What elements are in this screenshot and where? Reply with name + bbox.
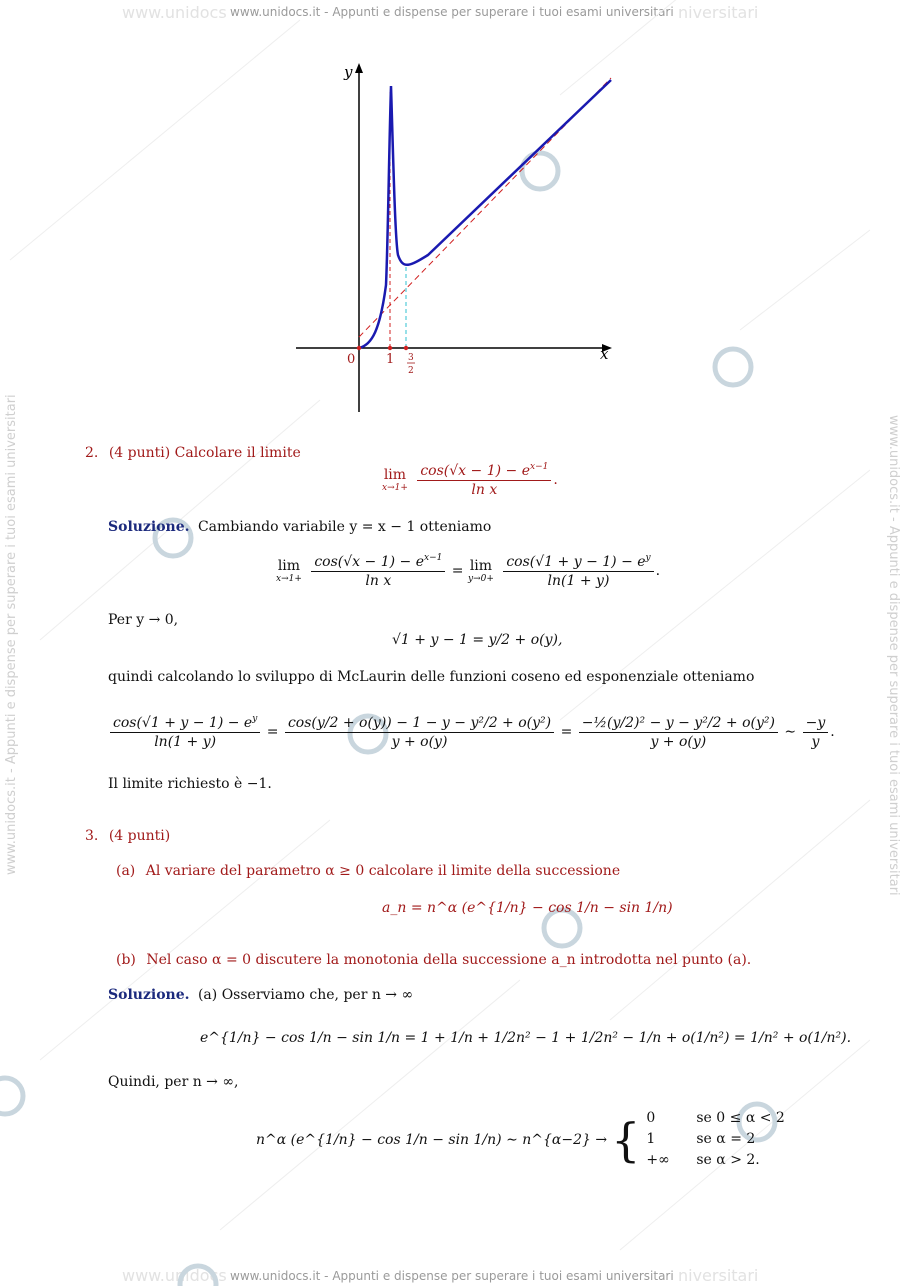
case-row [646, 1150, 784, 1171]
ex3-quindi-text: Quindi, per n → ∞, [108, 1074, 239, 1090]
eq3-den2: y + o(y) [391, 733, 448, 750]
unidocs-logo-icon [180, 1266, 216, 1286]
eq3-den4: y [811, 733, 820, 750]
watermark-ghost-right: niversitari [678, 3, 759, 22]
ex3-an-definition: a_n = n^α (e^{1/n} − cos 1/n − sin 1/n) [382, 900, 673, 916]
ex3-part-b [116, 952, 751, 968]
ex2-per-text: Per y → 0, [108, 612, 179, 628]
eq1-den-right: ln(1 + y) [547, 573, 610, 590]
lim-subscript: y→0+ [467, 574, 494, 585]
watermark-side-right: www.unidocs.it - Appunti e dispense per superare i tuoi esami universitari [886, 415, 901, 896]
lim-subscript: x→1+ [382, 483, 408, 494]
watermark-side-left: www.unidocs.it - Appunti e dispense per superare i tuoi esami universitari [4, 394, 19, 875]
ex3-asymptotic-lhs: n^α (e^{1/n} − cos 1/n − sin 1/n) ∼ n^{α−2} → [256, 1131, 608, 1148]
tick-label-32-num: 3 [408, 353, 414, 363]
case-row [646, 1129, 784, 1150]
case-value: 1 [646, 1131, 656, 1147]
ex3-b-text: Nel caso α = 0 discutere la monotonia della successione a_n introdotta nel punto (a). [146, 952, 752, 968]
ex2-eq2: √1 + y − 1 = y/2 + o(y), [392, 632, 563, 648]
tick-dot-0 [357, 346, 361, 350]
ex2-quindi-text: quindi calcolando lo sviluppo di McLaurin delle funzioni coseno ed esponenziale otteniamo [108, 669, 755, 685]
ex3-a-text: Al variare del parametro α ≥ 0 calcolare il limite della successione [145, 863, 621, 879]
ex2-result: Il limite richiesto è −1. [108, 776, 272, 792]
x-axis-label: x [600, 345, 609, 363]
limit-numerator-exp: x−1 [530, 462, 549, 472]
ex2-header-text: (4 punti) Calcolare il limite [108, 445, 301, 461]
cases-block [646, 1108, 784, 1171]
lim-word: lim [277, 558, 301, 575]
lim-word: lim [383, 467, 407, 484]
watermark-ghost-right-footer: niversitari [678, 1266, 759, 1285]
y-axis-arrow [355, 63, 363, 73]
function-graph [0, 0, 909, 430]
lim-subscript: x→1+ [276, 574, 302, 585]
unidocs-logo-icon [0, 1078, 23, 1114]
ex3-solution-text: (a) Osserviamo che, per n → ∞ [197, 987, 414, 1003]
eq1-num-left-exp: x−1 [424, 553, 443, 563]
limit-numerator: cos(√x − 1) − e [420, 463, 530, 479]
ex2-solution-text: Cambiando variabile y = x − 1 otteniamo [197, 519, 492, 535]
watermark-footer: www.unidocs.it - Appunti e dispense per superare i tuoi esami universitari [230, 1269, 674, 1283]
ex2-eq3: $\frac{\cos(√1 + y - 1) - e^y}{\ln(1 + y)}$ = $\frac{\text{cos(y/2 + o(y)) − 1 − y − y²/2 + o(y²)}}{y + o(y)}$ = $\frac{\text{−½(y/2)² − y − y²/2 + o(y²)}}{y + o(y)}$ ∼ $\frac{-y}{y}$ . [108, 714, 835, 750]
eq3-num3: −½(y/2)² − y − y²/2 + o(y²) [579, 715, 778, 733]
function-curve [359, 80, 611, 348]
tick-dot-32 [404, 346, 408, 350]
ex3-part-a [116, 863, 620, 879]
case-condition: se α = 2 [696, 1131, 756, 1147]
eq3-num4: −y [803, 715, 829, 733]
limit-denominator: ln x [471, 482, 498, 499]
eq3-den1: ln(1 + y) [154, 734, 217, 751]
ex2-eq1: lim x→1+ $\frac{\cos(√x - 1) - e^{x-1}}{\text{ln x}}$ = lim y→0+ $\frac{\cos(√1 + y - 1) - e^y}{\ln(1 + y)}$ . [276, 553, 661, 590]
eq1-num-right-exp: y [645, 553, 651, 563]
ex2-header [85, 445, 301, 461]
ex3-expansion: e^{1/n} − cos 1/n − sin 1/n = 1 + 1/n + 1/2n² − 1 + 1/2n² − 1/n + o(1/n²) = 1/n² + o(1/n²). [200, 1030, 852, 1046]
ex3-solution-label: Soluzione. [108, 987, 190, 1003]
ex2-solution-intro [108, 519, 491, 535]
eq3-den3: y + o(y) [650, 733, 707, 750]
eq3-num2: cos(y/2 + o(y)) − 1 − y − y²/2 + o(y²) [285, 715, 554, 733]
ex3-b-label: (b) [116, 952, 136, 968]
ex3-solution-intro [108, 987, 413, 1003]
watermark-ghost-left-footer: www.unidocs [122, 1266, 227, 1285]
eq1-num-right: cos(√1 + y − 1) − e [506, 554, 646, 570]
watermark-ghost-left: www.unidocs [122, 3, 227, 22]
eq1-den-left: ln x [365, 573, 392, 590]
eq1-num-left: cos(√x − 1) − e [314, 554, 424, 570]
watermark-header: www.unidocs.it - Appunti e dispense per superare i tuoi esami universitari [230, 5, 674, 19]
ex2-solution-label: Soluzione. [108, 519, 190, 535]
lim-word: lim [469, 558, 493, 575]
cases-brace: { [611, 1112, 641, 1167]
ex2-limit-formula [382, 462, 558, 498]
ex3-number: 3. [85, 828, 99, 844]
tick-dot-1 [388, 346, 392, 350]
case-value: +∞ [646, 1152, 670, 1168]
case-condition: se 0 ≤ α < 2 [696, 1110, 785, 1126]
case-value: 0 [646, 1110, 656, 1126]
case-condition: se α > 2. [696, 1152, 760, 1168]
ex3-header [85, 828, 170, 844]
eq3-num1: cos(√1 + y − 1) − e [113, 715, 253, 731]
limit-tail: . [553, 472, 558, 489]
y-axis-label: y [344, 63, 353, 81]
eq3-num1-exp: y [252, 714, 258, 724]
ex3-asymptotic [256, 1108, 785, 1171]
ex2-number: 2. [85, 445, 99, 461]
tick-label-1: 1 [386, 352, 395, 367]
case-row [646, 1108, 784, 1129]
ex3-header-text: (4 punti) [108, 828, 171, 844]
tick-label-32-den: 2 [408, 366, 414, 376]
ex3-a-label: (a) [116, 863, 136, 879]
tick-label-0: 0 [347, 352, 356, 367]
